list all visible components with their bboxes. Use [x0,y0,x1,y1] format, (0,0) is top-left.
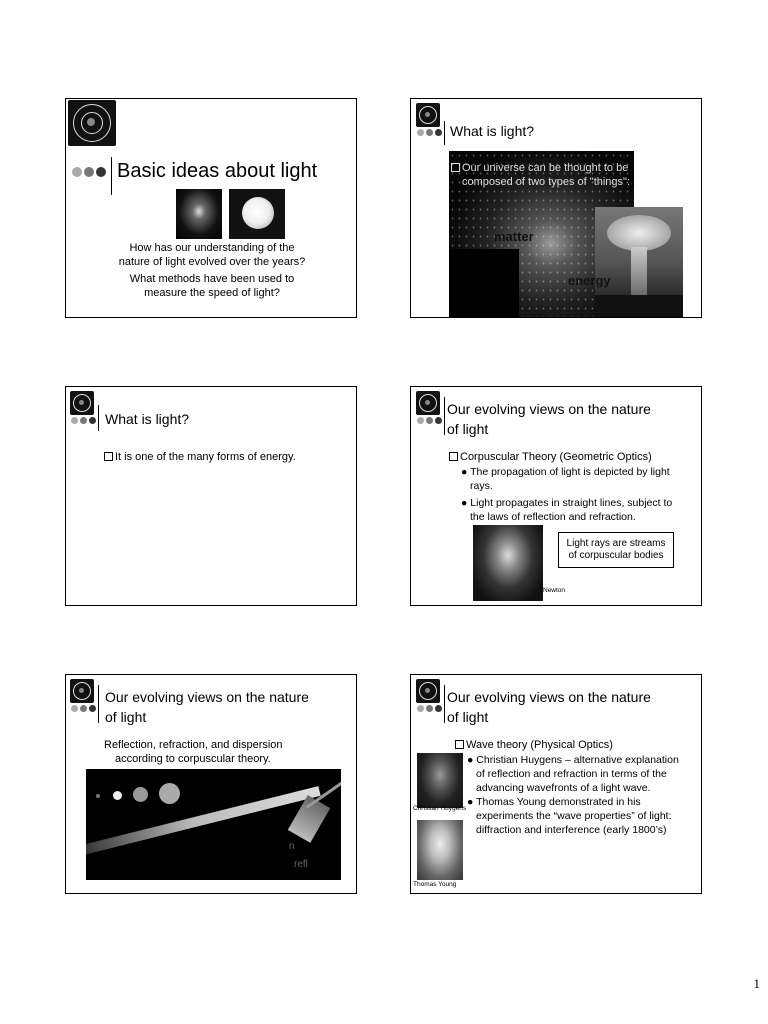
title-divider [444,397,445,435]
energy-label: energy [568,273,611,288]
title-divider [444,685,445,723]
newton-caption: Newton [543,587,566,594]
slide-title: What is light? [105,411,190,427]
institute-seal-logo [68,100,116,146]
bullet-dot: ● [467,754,477,766]
light-image-2 [229,189,285,239]
slide-4-heading: Corpuscular Theory (Geometric Optics) [449,450,652,464]
slide-4 [410,386,702,606]
institute-seal-logo [416,391,440,415]
slide-1-text: How has our understanding of the nature of light evolved over the years? What methods have been used to measure the speed of light? [118,242,306,299]
light-image-1 [176,189,222,239]
title-divider [98,405,99,431]
huygens-caption: Christian Huygens [413,805,467,812]
young-caption: Thomas Young [413,881,457,888]
callout-box: Light rays are streams of corpuscular bodies [558,532,674,568]
slide-2-bullet: Our universe can be thought to be composed of two types of "things": [451,161,630,189]
matter-label: matter [494,229,534,244]
huygens-portrait [417,753,463,808]
decorative-dots [72,167,106,177]
slide-4-sub-bullets: ● The propagation of light is depicted by light rays. ● Light propagates in straight lines, subject to the laws of reflection and refraction. [461,466,673,523]
slide-5-text: Reflection, refraction, and dispersion according to corpuscular theory. [104,739,283,765]
institute-seal-logo [416,103,440,127]
slide-1 [65,98,357,318]
newton-portrait [473,525,543,601]
dark-block [449,249,519,318]
title-divider [98,685,99,723]
young-portrait [417,820,463,880]
slide-6-sub-bullets: ● Christian Huygens – alternative explanation of reflection and refraction in terms of the advancing wavefronts of a light wave. ● Thomas Young demonstrated in his experiments the “wave properties” of light: diffraction and interference (early 1800’s) [467,754,679,836]
prism-dispersion-image [86,769,341,880]
slide-title: Our evolving views on the nature of light [447,689,651,725]
slide-6 [410,674,702,894]
title-divider [444,121,445,145]
decorative-dots [417,129,442,136]
decorative-dots [417,705,442,712]
institute-seal-logo [416,679,440,703]
decorative-dots [417,417,442,424]
page-number: 1 [753,976,760,991]
institute-seal-logo [70,679,94,703]
slide-title: Basic ideas about light [117,160,318,182]
decorative-dots [71,705,96,712]
slide-3 [65,386,357,606]
bullet-dot: ● [461,497,471,509]
slide-title: Our evolving views on the nature of light [447,401,651,437]
image-label-fragment: n [289,841,295,852]
slide-5 [65,674,357,894]
slide-2 [410,98,702,318]
slide-6-heading: Wave theory (Physical Optics) [455,738,613,752]
title-divider [111,157,112,195]
decorative-dots [71,417,96,424]
institute-seal-logo [70,391,94,415]
mushroom-cloud-image [595,207,683,317]
bullet-dot: ● [461,466,471,478]
image-label-fragment: refl [294,859,308,870]
slide-3-bullet: It is one of the many forms of energy. [104,450,296,464]
slide-title: What is light? [450,123,535,139]
slide-title: Our evolving views on the nature of light [105,689,309,725]
bullet-dot: ● [467,796,477,808]
